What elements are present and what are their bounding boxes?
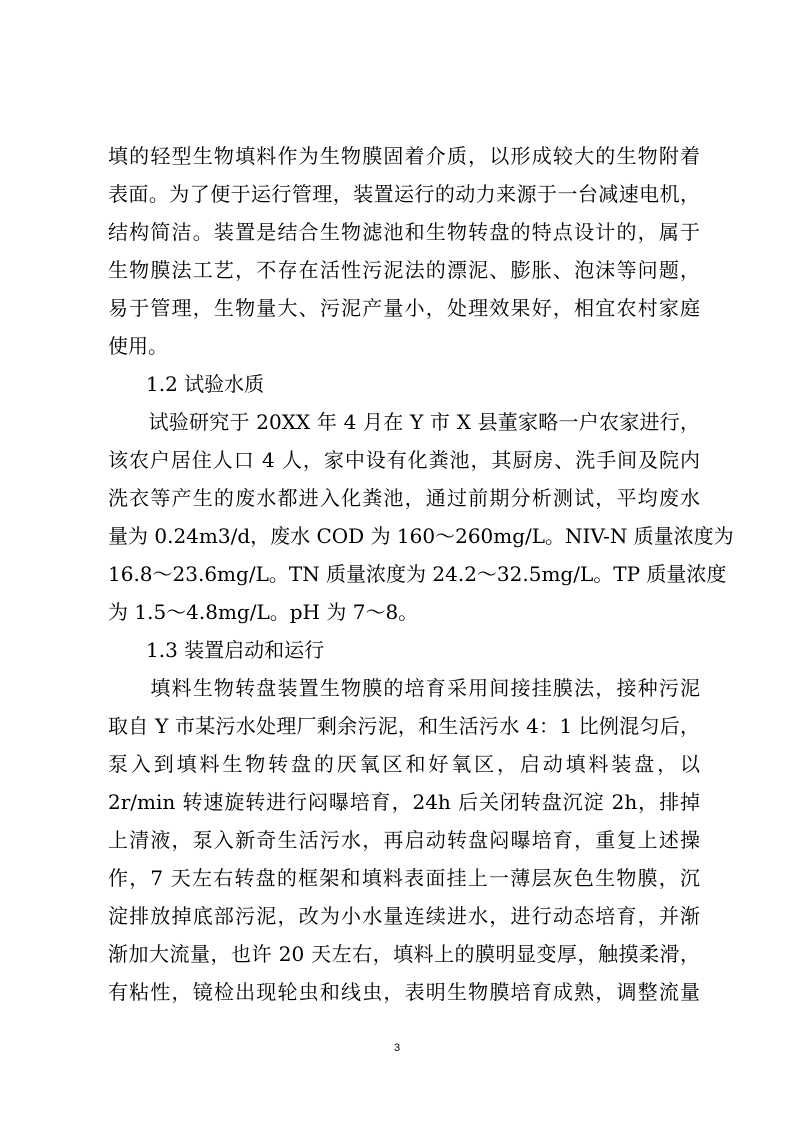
text-line: 泵入到填料生物转盘的厌氧区和好氧区，启动填料装盘，以 <box>108 752 700 776</box>
text-line: 取自 Y 市某污水处理厂剩余污泥，和生活污水 4：1 比例混匀后， <box>108 714 700 738</box>
text-line: 16.8～23.6mg/L。TN 质量浓度为 24.2～32.5mg/L。TP 质量浓度 <box>108 562 727 586</box>
text-line: 渐加大流量，也许 20 天左右，填料上的膜明显变厚，触摸柔滑， <box>108 942 700 966</box>
text-line: 生物膜法工艺，不存在活性污泥法的漂泥、膨胀、泡沫等问题， <box>108 258 700 282</box>
text-line: 试验研究于 20XX 年 4 月在 Y 市 X 县董家略一户农家进行， <box>108 410 700 434</box>
text-line: 该农户居住人口 4 人，家中设有化粪池，其厨房、洗手间及院内 <box>108 448 700 472</box>
text-line: 2r/min 转速旋转进行闷曝培育，24h 后关闭转盘沉淀 2h，排掉 <box>108 790 700 814</box>
section-heading: 1.2 试验水质 <box>146 372 265 396</box>
text-line: 量为 0.24m3/d，废水 COD 为 160～260mg/L。NIV-N 质量浓度为 <box>108 524 734 548</box>
text-line: 填的轻型生物填料作为生物膜固着介质，以形成较大的生物附着 <box>108 144 700 168</box>
body-text <box>108 137 734 1011</box>
text-line: 有粘性，镜检出现轮虫和线虫，表明生物膜培育成熟，调整流量 <box>108 980 700 1004</box>
text-line: 使用。 <box>108 334 168 358</box>
page-number: 3 <box>393 1042 401 1054</box>
text-line: 上清液，泵入新奇生活污水，再启动转盘闷曝培育，重复上述操 <box>108 828 700 852</box>
text-line: 作，7 天左右转盘的框架和填料表面挂上一薄层灰色生物膜，沉 <box>108 866 700 890</box>
text-line: 结构简洁。装置是结合生物滤池和生物转盘的特点设计的，属于 <box>108 220 700 244</box>
text-line: 淀排放掉底部污泥，改为小水量连续进水，进行动态培育，并渐 <box>108 904 700 928</box>
text-line: 洗衣等产生的废水都进入化粪池，通过前期分析测试，平均废水 <box>108 486 700 510</box>
text-line: 填料生物转盘装置生物膜的培育采用间接挂膜法，接种污泥 <box>108 676 700 700</box>
text-line: 为 1.5～4.8mg/L。pH 为 7～8。 <box>108 600 419 624</box>
section-heading: 1.3 装置启动和运行 <box>146 638 325 662</box>
text-line: 易于管理，生物量大、污泥产量小，处理效果好，相宜农村家庭 <box>108 296 700 320</box>
text-line: 表面。为了便于运行管理，装置运行的动力来源于一台减速电机， <box>108 182 700 206</box>
